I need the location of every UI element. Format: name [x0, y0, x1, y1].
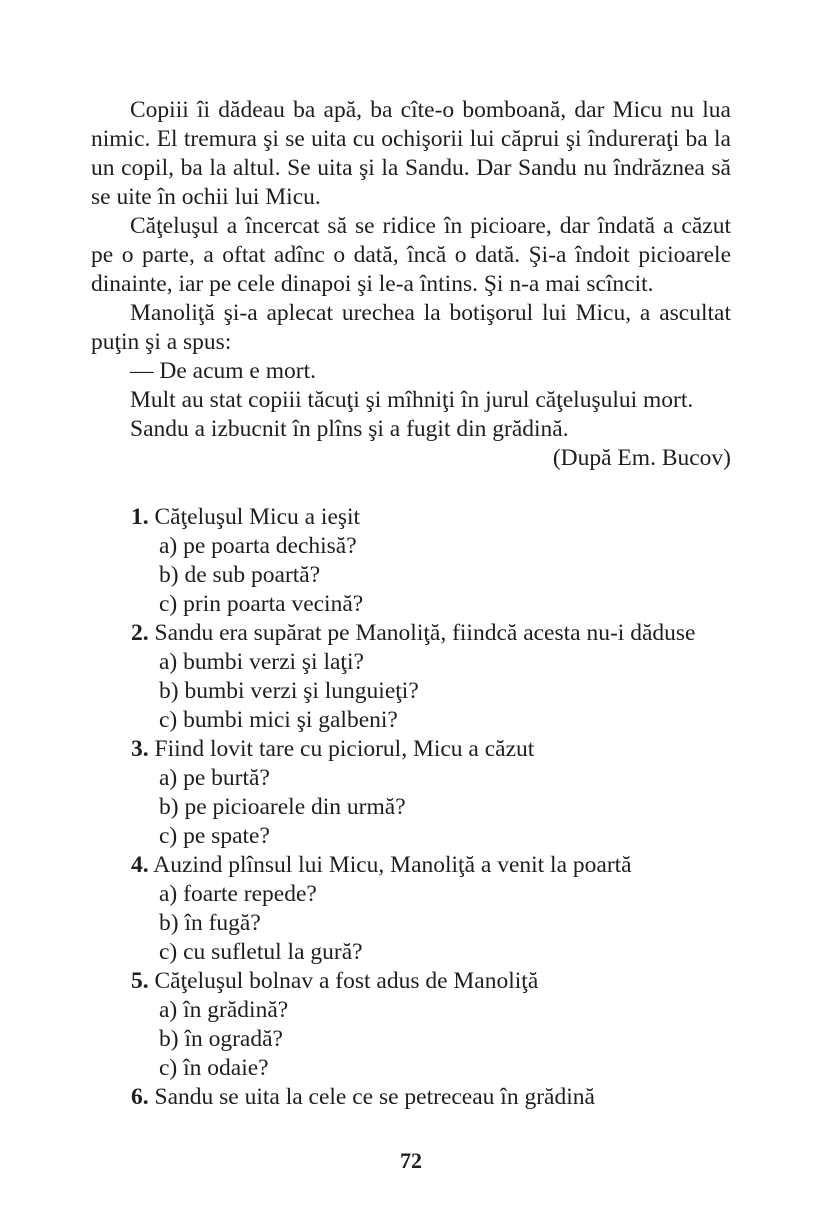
question-number: 3. — [131, 736, 149, 762]
answer-option: b) în ogradă? — [159, 1026, 283, 1052]
answer-option: a) pe poarta dechisă? — [159, 533, 357, 559]
answer-option: a) bumbi verzi şi laţi? — [159, 649, 364, 675]
answer-option: c) bumbi mici şi galbeni? — [159, 707, 398, 733]
answer-option: c) prin poarta vecină? — [159, 591, 364, 617]
answer-option: c) în odaie? — [159, 1055, 269, 1081]
answer-option: a) foarte repede? — [159, 881, 317, 907]
question — [131, 967, 741, 996]
question — [131, 503, 741, 532]
attribution: (După Em. Bucov) — [552, 445, 731, 471]
question-number: 4. — [131, 852, 149, 878]
question — [131, 1083, 741, 1112]
question-text: Auzind plînsul lui Micu, Manoliţă a venit la poartă — [153, 852, 632, 878]
question — [131, 619, 741, 648]
answer-option: c) cu sufletul la gură? — [159, 939, 363, 965]
question-text: Sandu era supărat pe Manoliţă, fiindcă acesta nu-i dăduse — [154, 620, 696, 646]
question-number: 6. — [131, 1084, 149, 1110]
question — [131, 735, 741, 764]
question — [131, 851, 741, 880]
page-number: 72 — [400, 1148, 422, 1173]
story-text — [91, 96, 731, 473]
question-text: Fiind lovit tare cu piciorul, Micu a căzut — [154, 736, 535, 762]
answer-option: a) pe burtă? — [159, 765, 270, 791]
question-text: Căţeluşul Micu a ieşit — [154, 504, 361, 530]
answer-option: b) bumbi verzi şi lunguieţi? — [159, 678, 419, 704]
question-text: Căţeluşul bolnav a fost adus de Manoliţă — [154, 968, 539, 994]
dialog-line: — De acum e mort. — [130, 358, 316, 384]
story-paragraph: Căţeluşul a încercat să se ridice în picioare, dar îndată a căzut pe o parte, a oftat adînc o dată, încă o dată. Şi-a îndoit picioarele dinainte, iar pe cele dinapoi şi le-a întins. Şi n-a mai scîncit. — [91, 213, 731, 297]
answer-option: a) în grădină? — [159, 997, 289, 1023]
question-number: 5. — [131, 968, 149, 994]
question-text: Sandu se uita la cele ce se petreceau în grădină — [154, 1084, 595, 1110]
answer-option: b) de sub poartă? — [159, 562, 321, 588]
question-number: 1. — [131, 504, 149, 530]
question-number: 2. — [131, 620, 149, 646]
story-paragraph: Manoliţă şi-a aplecat urechea la botişorul lui Micu, a ascultat puţin şi a spus: — [91, 300, 731, 355]
question-list — [131, 503, 741, 1112]
closing-line: Mult au stat copiii tăcuţi şi mîhniţi în jurul căţeluşului mort. — [130, 387, 694, 413]
story-paragraph: Copiii îi dădeau ba apă, ba cîte-o bomboană, dar Micu nu lua nimic. El tremura şi se uita cu ochişorii lui căprui şi îndureraţi ba la un copil, ba la altul. Se uita şi la Sandu. Dar Sandu nu îndrăznea să se uite în ochii lui Micu. — [91, 97, 731, 210]
answer-option: b) în fugă? — [159, 910, 261, 936]
answer-option: c) pe spate? — [159, 823, 270, 849]
answer-option: b) pe picioarele din urmă? — [159, 794, 406, 820]
closing-line: Sandu a izbucnit în plîns şi a fugit din grădină. — [130, 416, 569, 442]
